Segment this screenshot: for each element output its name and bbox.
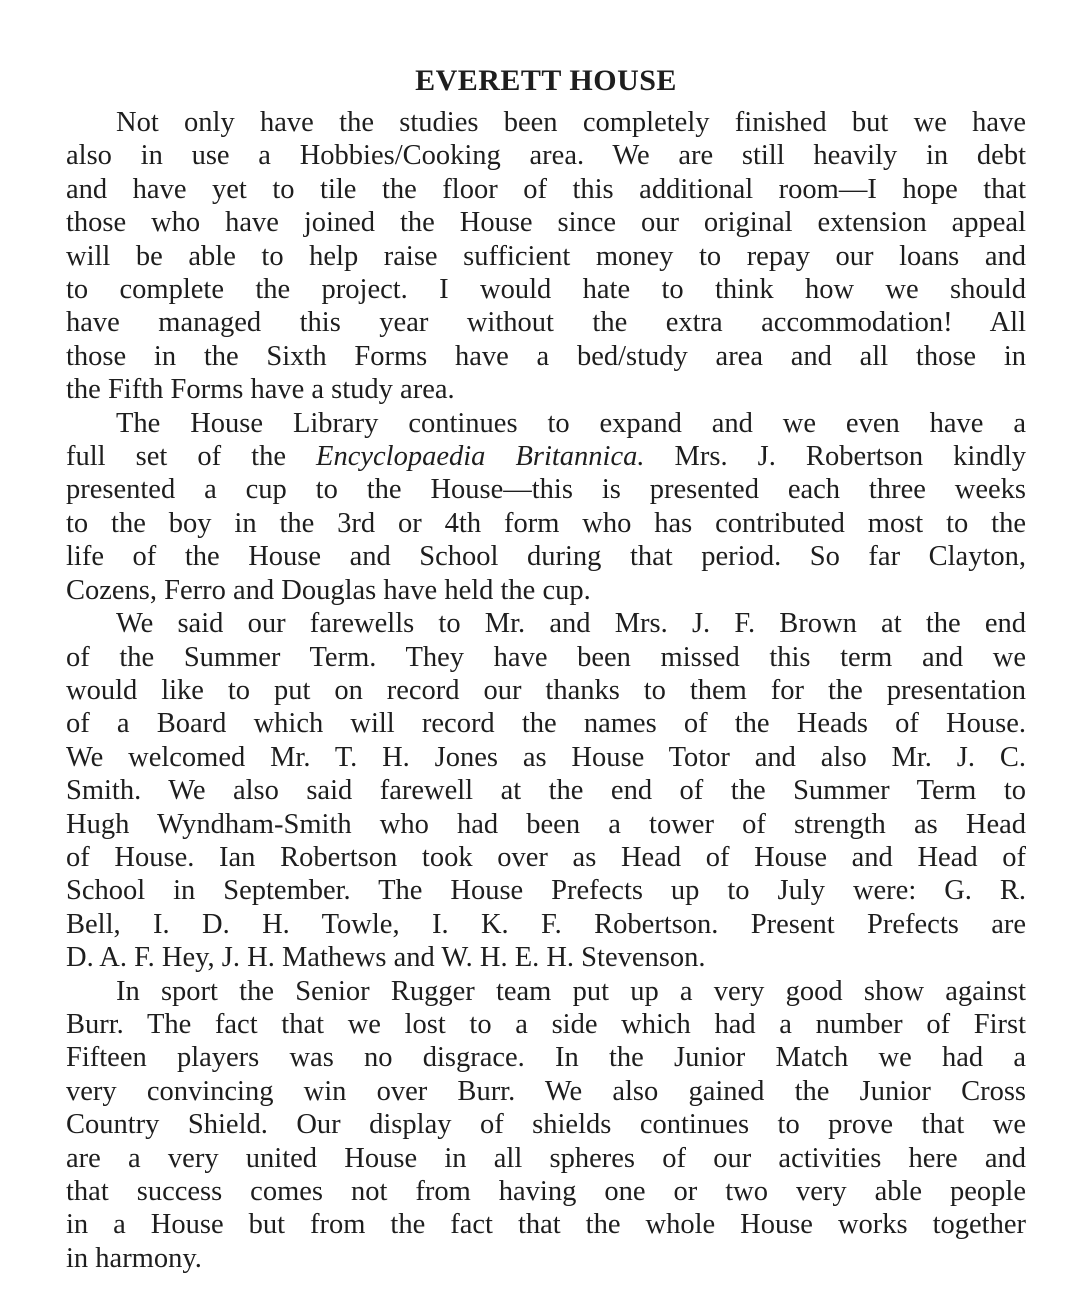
text-line: Smith. We also said farewell at the end of the Summer Term to xyxy=(66,775,1026,807)
title-text: EVERETT HOUSE xyxy=(415,64,677,97)
text-line-italic-title: full set of the Encyclopaedia Britannica. Mrs. J. Robertson kindly xyxy=(66,441,1026,473)
text-line: Hugh Wyndham-Smith who had been a tower of strength as Head xyxy=(66,808,1026,840)
text-line: We said our farewells to Mr. and Mrs. J. F. Brown at the end xyxy=(116,608,1026,640)
text-line: Burr. The fact that we lost to a side which had a number of First xyxy=(66,1008,1026,1040)
text-line: very convincing win over Burr. We also gained the Junior Cross xyxy=(66,1075,1026,1107)
paragraph-studies xyxy=(66,106,1026,407)
text-line: the Fifth Forms have a study area. xyxy=(66,374,455,406)
text-line: The House Library continues to expand and we even have a xyxy=(116,407,1026,439)
paragraph-sport xyxy=(66,975,1026,1276)
text-line: in a House but from the fact that the whole House works together xyxy=(66,1209,1026,1241)
text-line: of the Summer Term. They have been missed this term and we xyxy=(66,641,1026,673)
text-line: and have yet to tile the floor of this additional room—I hope that xyxy=(66,173,1026,205)
text-line: have managed this year without the extra accommodation! All xyxy=(66,307,1026,339)
text-line: also in use a Hobbies/Cooking area. We are still heavily in debt xyxy=(66,140,1026,172)
text-line: those who have joined the House since our original extension appeal xyxy=(66,207,1026,239)
paragraph-library xyxy=(66,407,1026,607)
document-page xyxy=(66,62,1026,1287)
text-line: of a Board which will record the names of the Heads of House. xyxy=(66,708,1026,740)
text-line: are a very united House in all spheres of our activities here and xyxy=(66,1142,1026,1174)
text-line: Not only have the studies been completely finished but we have xyxy=(116,107,1026,138)
text-line: those in the Sixth Forms have a bed/study area and all those in xyxy=(66,340,1026,372)
text-line: We welcomed Mr. T. H. Jones as House Totor and also Mr. J. C. xyxy=(66,741,1026,773)
text-line: that success comes not from having one or two very able people xyxy=(66,1176,1026,1207)
text-line: Cozens, Ferro and Douglas have held the cup. xyxy=(66,574,591,606)
text-line: in harmony. xyxy=(66,1242,202,1274)
text-line: Bell, I. D. H. Towle, I. K. F. Robertson. Present Prefects are xyxy=(66,908,1026,940)
paragraph-farewells xyxy=(66,607,1026,974)
text-line: Fifteen players was no disgrace. In the Junior Match we had a xyxy=(66,1042,1026,1074)
text-line: of House. Ian Robertson took over as Head of House and Head of xyxy=(66,841,1026,873)
document-title xyxy=(66,62,1026,100)
text-line: to complete the project. I would hate to think how we should xyxy=(66,274,1026,306)
italic-book-title: Encyclopaedia Britannica. xyxy=(316,441,645,473)
text-line: presented a cup to the House—this is presented each three weeks xyxy=(66,474,1026,506)
text-line: D. A. F. Hey, J. H. Mathews and W. H. E. H. Stevenson. xyxy=(66,942,706,974)
text-line: Country Shield. Our display of shields continues to prove that we xyxy=(66,1109,1026,1141)
text-line: life of the House and School during that period. So far Clayton, xyxy=(66,541,1026,573)
text-line: would like to put on record our thanks to them for the presentation xyxy=(66,674,1026,706)
text-line: In sport the Senior Rugger team put up a very good show against xyxy=(116,975,1026,1007)
text-line: School in September. The House Prefects up to July were: G. R. xyxy=(66,875,1026,907)
text-line: will be able to help raise sufficient money to repay our loans and xyxy=(66,240,1026,272)
text-line: to the boy in the 3rd or 4th form who has contributed most to the xyxy=(66,507,1026,539)
